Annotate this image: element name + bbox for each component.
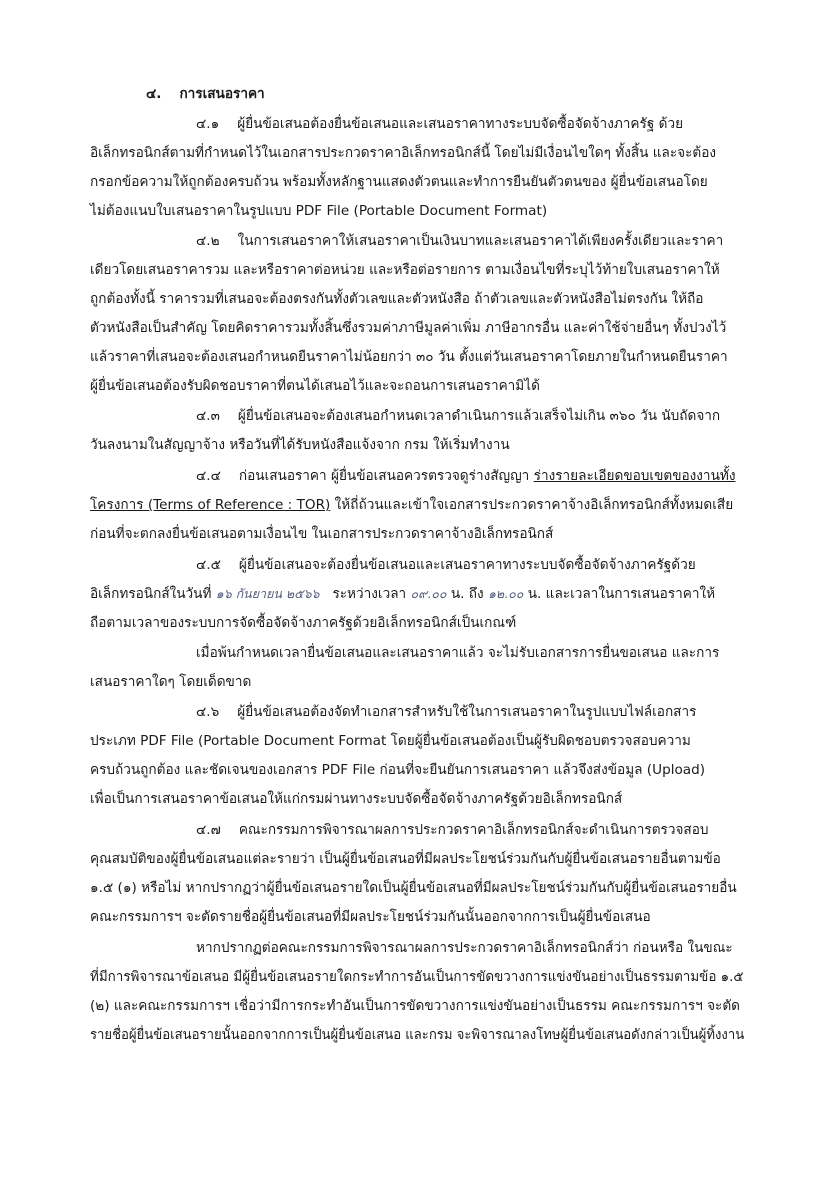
clause-number: ๔.๖ [196, 704, 220, 720]
clause-4-7-note-line-1: หากปรากฏต่อคณะกรรมการพิจารณาผลการประกวดราคาอิเล็กทรอนิกส์ว่า ก่อนหรือ ในขณะ [196, 940, 733, 956]
handwritten-date: ๑๖ กันยายน ๒๕๖๖ [215, 586, 320, 601]
clause-text: ผู้ยื่นข้อเสนอจะต้องยื่นข้อเสนอและเสนอราคาทางระบบจัดซื้อจัดจ้างภาครัฐด้วย [238, 557, 696, 573]
clause-4-3-line-1 [196, 406, 720, 426]
clause-number: ๔.๔ [196, 468, 221, 484]
clause-4-7-line-4: คณะกรรมการฯ จะตัดรายชื่อผู้ยื่นข้อเสนอที่มีผลประโยชน์ร่วมกันนั้นออกจากการเป็นผู้ยื่นข้อเสนอ [90, 909, 651, 925]
clause-4-5-note-line-1: เมื่อพ้นกำหนดเวลายื่นข้อเสนอและเสนอราคาแล้ว จะไม่รับเอกสารการยื่นขอเสนอ และการ [196, 645, 720, 661]
clause-text: ในการเสนอราคาให้เสนอราคาเป็นเงินบาทและเสนอราคาได้เพียงครั้งเดียวและราคา [237, 233, 724, 249]
clause-4-7-line-1 [196, 820, 709, 840]
clause-4-3-line-2: วันลงนามในสัญญาจ้าง หรือวันที่ได้รับหนังสือแจ้งจาก กรม ให้เริ่มทำงาน [90, 437, 510, 453]
clause-4-2-line-4: ตัวหนังสือเป็นสำคัญ โดยคิดราคารวมทั้งสิ้นซึ่งรวมค่าภาษีมูลค่าเพิ่ม ภาษีอากรอื่น และค่าใช้จ่ายอื่นๆ ทั้งปวงไว้ [90, 320, 727, 336]
tor-link-text: ร่างรายละเอียดขอบเขตของงานทั้ง [533, 468, 736, 484]
clause-number: ๔.๓ [196, 408, 220, 424]
clause-number: ๔.๑ [196, 116, 220, 132]
clause-4-2-line-3: ถูกต้องทั้งนี้ ราคารวมที่เสนอจะต้องตรงกันทั้งตัวเลขและตัวหนังสือ ถ้าตัวเลขและตัวหนังสือไม่ตรงกัน ให้ถือ [90, 291, 704, 307]
clause-4-2-line-5: แล้วราคาที่เสนอจะต้องเสนอกำหนดยืนราคาไม่น้อยกว่า ๓๐ วัน ตั้งแต่วันเสนอราคาโดยภายในกำหนดยืนราคา [90, 349, 728, 365]
clause-text: ผู้ยื่นข้อเสนอจะต้องเสนอกำหนดเวลาดำเนินการแล้วเสร็จไม่เกิน ๓๖๐ วัน นับถัดจาก [237, 408, 721, 424]
clause-4-5-line-2 [90, 584, 715, 604]
section-title: การเสนอราคา [179, 86, 265, 102]
clause-4-7-line-2: คุณสมบัติของผู้ยื่นข้อเสนอแต่ละรายว่า เป็นผู้ยื่นข้อเสนอที่มีผลประโยชน์ร่วมกันกับผู้ยื่นข้อเสนอรายอื่นตามข้อ [90, 851, 721, 867]
clause-4-5-line-1 [196, 555, 696, 575]
clause-text: ให้ถี่ถ้วนและเข้าใจเอกสารประกวดราคาจ้างอิเล็กทรอนิกส์ทั้งหมดเสีย [330, 497, 734, 513]
clause-4-1-line-3: กรอกข้อความให้ถูกต้องครบถ้วน พร้อมทั้งหลักฐานแสดงตัวตนและทำการยืนยันตัวตนของ ผู้ยื่นข้อเสนอโดย [90, 174, 708, 190]
clause-4-6-line-4: เพื่อเป็นการเสนอราคาข้อเสนอให้แก่กรมผ่านทางระบบจัดซื้อจัดจ้างภาครัฐด้วยอิเล็กทรอนิกส์ [90, 791, 623, 807]
clause-4-2-line-6: ผู้ยื่นข้อเสนอต้องรับผิดชอบราคาที่ตนได้เสนอไว้และจะถอนการเสนอราคามิได้ [90, 378, 540, 394]
clause-4-6-line-3: ครบถ้วนถูกต้อง และชัดเจนของเอกสาร PDF File ก่อนที่จะยืนยันการเสนอราคา แล้วจึงส่งข้อมูล (Upload) [90, 762, 706, 778]
clause-4-7-note-line-2: ที่มีการพิจารณาข้อเสนอ มีผู้ยื่นข้อเสนอรายใดกระทำการอันเป็นการขัดขวางการแข่งขันอย่างเป็นธรรมตามข้อ ๑.๕ [90, 969, 744, 985]
clause-number: ๔.๕ [196, 557, 221, 573]
clause-4-7-line-3: ๑.๕ (๑) หรือไม่ หากปรากฏว่าผู้ยื่นข้อเสนอรายใดเป็นผู้ยื่นข้อเสนอที่มีผลประโยชน์ร่วมกันกับผู้ยื่นข้อเสนอรายอื่น [90, 880, 737, 896]
clause-text: คณะกรรมการพิจารณาผลการประกวดราคาอิเล็กทรอนิกส์จะดำเนินการตรวจสอบ [238, 822, 709, 838]
clause-text: ผู้ยื่นข้อเสนอต้องจัดทำเอกสารสำหรับใช้ในการเสนอราคาในรูปแบบไฟล์เอกสาร [237, 704, 697, 720]
clause-4-1-line-2: อิเล็กทรอนิกส์ตามที่กำหนดไว้ในเอกสารประกวดราคาอิเล็กทรอนิกส์นี้ โดยไม่มีเงื่อนไขใดๆ ทั้งสิ้น และจะต้อง [90, 145, 717, 161]
clause-text: อิเล็กทรอนิกส์ในวันที่ [90, 586, 212, 602]
clause-4-4-line-1 [196, 466, 735, 486]
clause-4-1-line-1 [196, 114, 683, 134]
clause-4-1-line-4: ไม่ต้องแนบใบเสนอราคาในรูปแบบ PDF File (Portable Document Format) [90, 203, 548, 219]
section-heading [146, 84, 265, 104]
clause-4-5-line-3: ถือตามเวลาของระบบการจัดซื้อจัดจ้างภาครัฐด้วยอิเล็กทรอนิกส์เป็นเกณฑ์ [90, 615, 517, 631]
clause-4-2-line-1 [196, 231, 723, 251]
clause-number: ๔.๗ [196, 822, 221, 838]
clause-text: น. ถึง [450, 586, 484, 602]
tor-link-text-2: โครงการ (Terms of Reference : TOR) [90, 497, 331, 513]
clause-4-4-line-3: ก่อนที่จะตกลงยื่นข้อเสนอตามเงื่อนไข ในเอกสารประกวดราคาจ้างอิเล็กทรอนิกส์ [90, 526, 554, 542]
handwritten-time-end: ๑๒.๐๐ [488, 586, 524, 601]
clause-4-6-line-1 [196, 702, 696, 722]
clause-text: น. และเวลาในการเสนอราคาให้ [527, 586, 716, 602]
clause-4-5-note-line-2: เสนอราคาใดๆ โดยเด็ดขาด [90, 674, 252, 690]
clause-text: ก่อนเสนอราคา ผู้ยื่นข้อเสนอควรตรวจดูร่างสัญญา [238, 468, 534, 484]
clause-4-7-note-line-4: รายชื่อผู้ยื่นข้อเสนอรายนั้นออกจากการเป็นผู้ยื่นข้อเสนอ และกรม จะพิจารณาลงโทษผู้ยื่นข้อเสนอดังกล่าวเป็นผู้ทิ้งงาน [90, 1027, 745, 1043]
clause-4-7-note-line-3: (๒) และคณะกรรมการฯ เชื่อว่ามีการกระทำอันเป็นการขัดขวางการแข่งขันอย่างเป็นธรรม คณะกรรมการฯ จะตัด [90, 998, 740, 1014]
section-number: ๔. [146, 86, 162, 102]
clause-number: ๔.๒ [196, 233, 220, 249]
clause-text: ระหว่างเวลา [332, 586, 407, 602]
clause-text: ผู้ยื่นข้อเสนอต้องยื่นข้อเสนอและเสนอราคาทางระบบจัดซื้อจัดจ้างภาครัฐ ด้วย [237, 116, 684, 132]
clause-4-4-line-2 [90, 495, 733, 515]
handwritten-time-start: ๐๙.๐๐ [410, 586, 447, 601]
clause-4-2-line-2: เดียวโดยเสนอราคารวม และหรือราคาต่อหน่วย และหรือต่อรายการ ตามเงื่อนไขที่ระบุไว้ท้ายใบเสนอราคาให้ [90, 262, 720, 278]
clause-4-6-line-2: ประเภท PDF File (Portable Document Format โดยผู้ยื่นข้อเสนอต้องเป็นผู้รับผิดชอบตรวจสอบความ [90, 733, 691, 749]
